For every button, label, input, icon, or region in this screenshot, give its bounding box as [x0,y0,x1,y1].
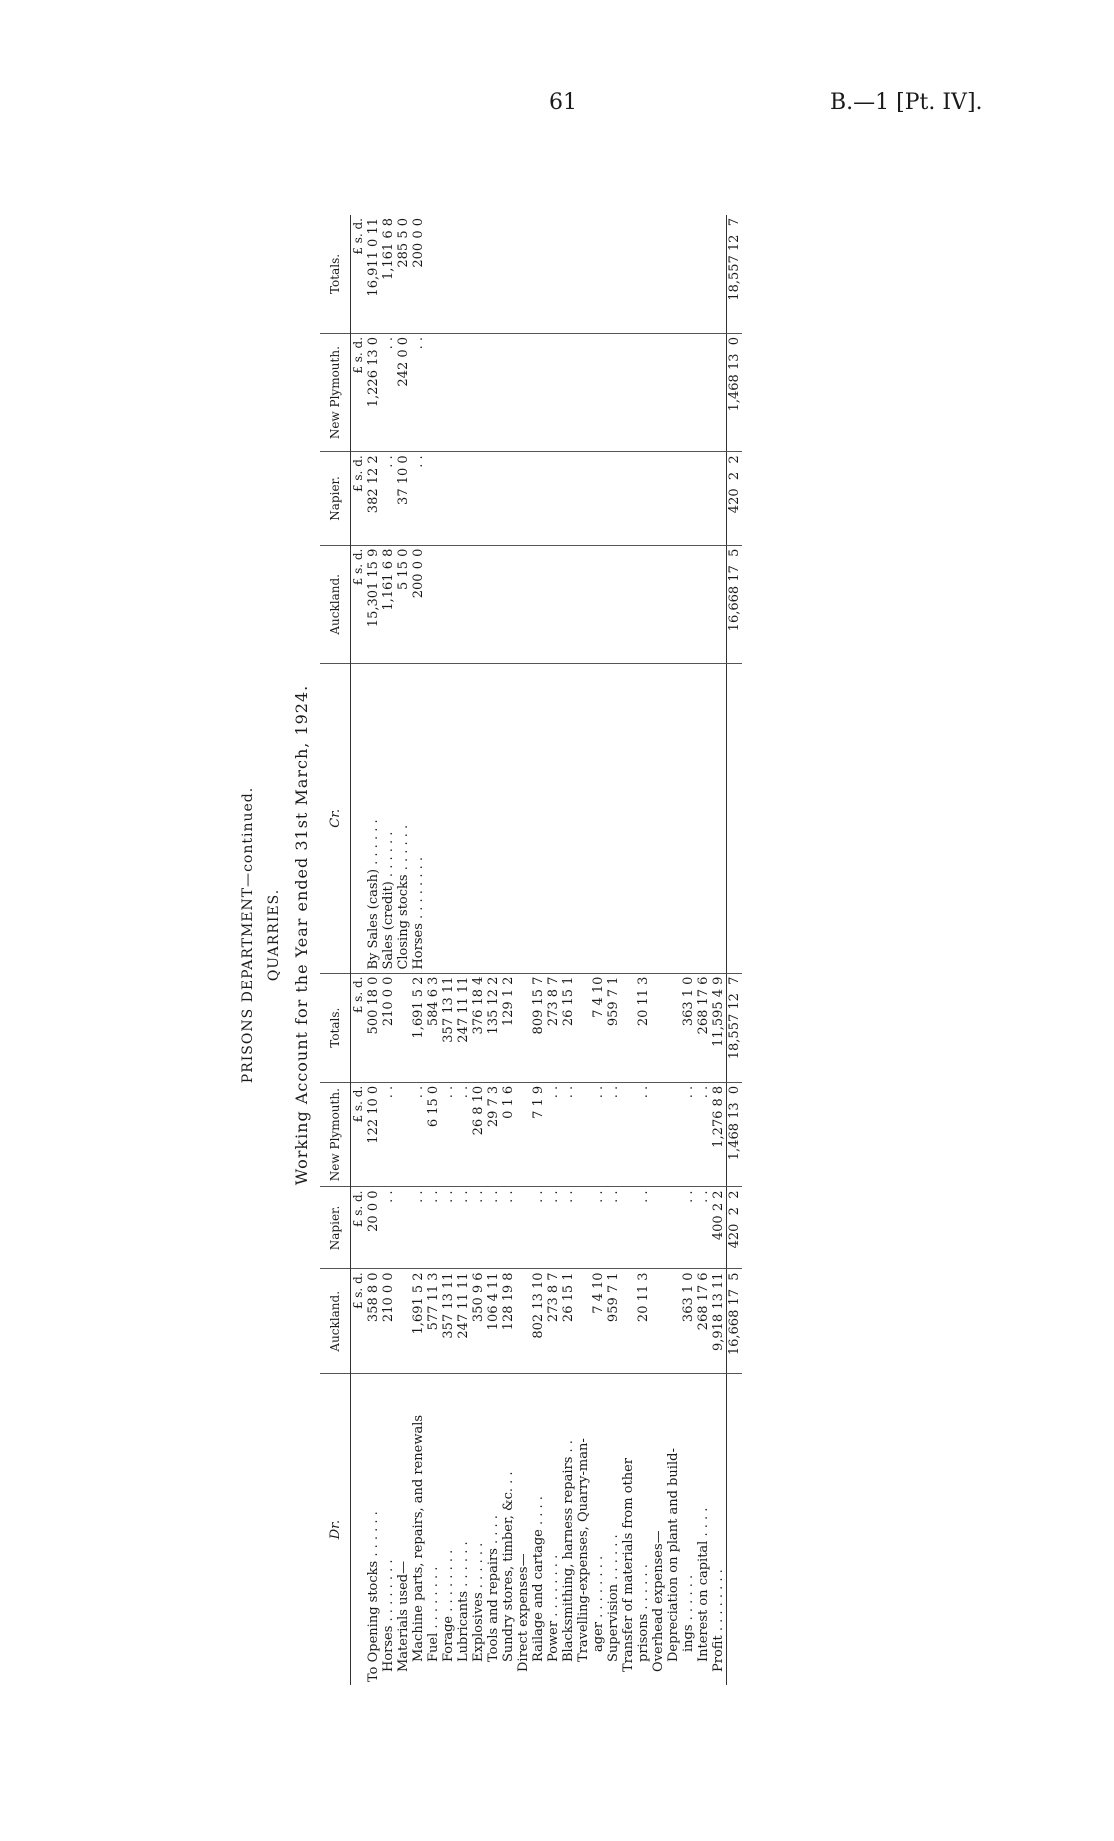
header-new-plymouth-cr: New Plymouth. [320,333,351,451]
rotated-account-sheet [230,155,930,1715]
credit-auckland-value: 5 15 0 [396,548,411,590]
credit-total-value: 200 0 0 [411,218,426,268]
debit-napier-value [621,1191,636,1266]
section-heading: QUARRIES. [266,888,282,982]
debit-item: ings . . . . . . [681,1574,696,1652]
debit-new-plymouth-value: . . [696,1085,711,1099]
debit-auckland-value: 357 13 11 [441,1272,456,1339]
debit-total-value: 363 1 0 [681,976,696,1027]
debit-total-value: 500 18 0 [366,976,381,1035]
debit-total-value: 247 11 11 [456,976,471,1043]
credit-auckland-value: 1,161 6 8 [381,548,396,611]
debit-auckland-value: 7 4 10 [591,1272,606,1314]
units-label: £ s. d. [351,336,365,374]
debit-item: Travelling-expenses, Quarry-man- [576,1438,591,1662]
debit-auckland-value [576,1272,591,1370]
debit-napier-value: . . [426,1190,441,1203]
debit-total-value: 26 15 1 [561,976,576,1027]
sum-napier-dr: 420 2 2 [727,1187,743,1269]
debit-total-value [516,977,531,1079]
debit-item: Forage . . . . . . . . [441,1549,456,1662]
debit-napier-value: . . [471,1190,486,1203]
credit-totals-column [351,215,727,333]
debit-napier-value: . . [636,1190,651,1203]
debit-total-value: 273 8 7 [546,976,561,1027]
sum-new-plymouth-cr: 1,468 13 0 [727,333,743,451]
debit-napier-value: . . [501,1190,516,1203]
debit-total-value: 1,691 5 2 [411,976,426,1039]
debit-auckland-value: 247 11 11 [456,1272,471,1339]
credit-total-value: 285 5 0 [396,218,411,268]
debit-auckland-value: 802 13 10 [531,1272,546,1339]
debit-new-plymouth-value [576,1086,591,1184]
debit-item: Horses . . . . . . . . [381,1559,396,1672]
debit-item: Profit . . . . . . . . [711,1569,726,1672]
credit-new-plymouth-value: 1,226 13 0 [366,336,381,408]
credit-descriptions [351,663,727,973]
sum-row [727,215,743,1685]
credit-napier-value: 37 10 0 [396,455,411,505]
credit-item: Horses . . . . . . . . [411,857,426,970]
debit-auckland-value [516,1272,531,1370]
debit-napier-value: . . [456,1190,471,1203]
credit-napier-value: . . [411,455,426,468]
header-napier-dr: Napier. [320,1187,351,1269]
debit-item: Direct expenses— [516,1553,531,1672]
header-cr: Cr. [320,663,351,973]
debit-totals-column [351,973,727,1082]
debit-new-plymouth-value: . . [561,1085,576,1099]
debit-new-plymouth-value: . . [606,1085,621,1099]
debit-napier-value: . . [486,1190,501,1203]
units-label: £ s. d. [351,976,365,1014]
credit-item: Sales (credit) . . . . . . [381,831,396,970]
debit-new-plymouth-value: . . [441,1085,456,1099]
debit-new-plymouth-value: . . [456,1085,471,1099]
department-heading: PRISONS DEPARTMENT—continued. [240,786,256,1084]
debit-auckland-value: 268 17 6 [696,1272,711,1331]
debit-new-plymouth-value [516,1086,531,1184]
debit-new-plymouth-value: 122 10 0 [366,1085,381,1144]
debit-napier-value: . . [681,1190,696,1203]
debit-total-value: 376 18 4 [471,976,486,1035]
sum-napier-cr: 420 2 2 [727,452,743,545]
credit-new-plymouth-value: . . [411,336,426,350]
debit-napier-value: 20 0 0 [366,1190,381,1232]
debit-new-plymouth-value: 26 8 10 [471,1085,486,1136]
debit-total-value [396,977,411,1079]
debit-napier-value: . . [561,1190,576,1203]
debit-auckland-value [651,1272,666,1370]
debit-item: Materials used— [396,1560,411,1672]
debit-item: Supervision . . . . . . [606,1534,621,1662]
debit-auckland-value [666,1272,681,1370]
debit-new-plymouth-value: . . [636,1085,651,1099]
debit-napier-value: . . [546,1190,561,1203]
debit-new-plymouth-value: 6 15 0 [426,1085,441,1128]
debit-auckland-value: 26 15 1 [561,1272,576,1323]
account-body-row [351,215,727,1685]
header-totals-cr: Totals. [320,215,351,333]
debit-auckland-value: 9,918 13 11 [711,1272,726,1352]
debit-item: To Opening stocks . . . . . . [366,1511,381,1682]
debit-item: Explosives . . . . . . [471,1542,486,1662]
debit-new-plymouth-value [666,1086,681,1184]
credit-total-value: 1,161 6 8 [381,218,396,281]
debit-item: prisons . . . . . . [636,1564,651,1662]
debit-napier-value: . . [441,1190,456,1203]
header-row [320,215,351,1685]
debit-total-value: 268 17 6 [696,976,711,1035]
debit-new-plymouth-value: . . [681,1085,696,1099]
debit-napier-value: . . [411,1190,426,1203]
debit-item: Overhead expenses— [651,1530,666,1672]
debit-total-value: 7 4 10 [591,976,606,1018]
credit-napier-value: 382 12 2 [366,455,381,514]
units-label: £ s. d. [351,548,365,586]
debit-new-plymouth-column [351,1082,727,1187]
debit-napier-value: . . [381,1190,396,1203]
debit-total-value: 11,595 4 9 [711,976,726,1047]
debit-total-value: 357 13 11 [441,976,456,1043]
credit-item: Closing stocks . . . . . . [396,824,411,970]
debit-auckland-value: 20 11 3 [636,1272,651,1323]
credit-napier-column [351,452,727,545]
header-auckland-cr: Auckland. [320,545,351,663]
debit-auckland-value: 210 0 0 [381,1272,396,1323]
account-title: Working Account for the Year ended 31st March, 1924. [292,684,311,1186]
debit-auckland-value [396,1272,411,1370]
debit-auckland-value: 1,691 5 2 [411,1272,426,1335]
header-new-plymouth-dr: New Plymouth. [320,1082,351,1187]
debit-item: Transfer of materials from other [621,1457,636,1672]
debit-item: Interest on capital . . . . [696,1507,711,1662]
units-label: £ s. d. [351,1272,365,1310]
credit-auckland-value: 15,301 15 9 [366,548,381,628]
credit-new-plymouth-value: . . [381,336,396,350]
debit-item: Fuel . . . . . . . . [426,1566,441,1662]
debit-total-value [576,977,591,1079]
debit-napier-column [351,1187,727,1269]
debit-item: ager . . . . . . . . [591,1555,606,1652]
header-totals-dr: Totals. [320,973,351,1082]
debit-total-value: 129 1 2 [501,976,516,1027]
debit-total-value: 809 15 7 [531,976,546,1035]
debit-napier-value: . . [606,1190,621,1203]
debit-new-plymouth-value: . . [411,1085,426,1099]
debit-item: Blacksmithing, harness repairs . . [561,1440,576,1662]
debit-item: Power . . . . . . . . [546,1554,561,1662]
credit-napier-value: . . [381,455,396,468]
debit-napier-value [516,1191,531,1266]
units-label: £ s. d. [351,218,365,255]
debit-new-plymouth-value: 7 1 9 [531,1085,546,1119]
credit-new-plymouth-value: 242 0 0 [396,336,411,387]
units-label: £ s. d. [351,455,365,493]
document-reference: B.—1 [Pt. IV]. [830,90,983,115]
debit-item: Depreciation on plant and build- [666,1448,681,1662]
debit-total-value: 210 0 0 [381,976,396,1027]
debit-new-plymouth-value: 0 1 6 [501,1085,516,1119]
debit-new-plymouth-value [651,1086,666,1184]
debit-napier-value [651,1191,666,1266]
debit-total-value [666,977,681,1079]
header-auckland-dr: Auckland. [320,1269,351,1374]
sum-auckland-cr: 16,668 17 5 [727,545,743,663]
debit-total-value: 135 12 2 [486,976,501,1035]
debit-total-value: 20 11 3 [636,976,651,1027]
debit-auckland-value: 128 19 8 [501,1272,516,1331]
page-number: 61 [549,90,577,115]
debit-auckland-value: 959 7 1 [606,1272,621,1323]
debit-auckland-value: 106 4 11 [486,1272,501,1331]
debit-napier-value: . . [696,1190,711,1203]
debit-item: Tools and repairs . . . . [486,1515,501,1662]
sum-totals-cr: 18,557 12 7 [727,215,743,333]
debit-new-plymouth-value: 29 7 3 [486,1085,501,1128]
debit-new-plymouth-value [621,1086,636,1184]
units-label: £ s. d. [351,1190,365,1228]
header-napier-cr: Napier. [320,452,351,545]
debit-total-value [621,977,636,1079]
working-account-table [320,215,742,1685]
credit-total-value: 16,911 0 11 [366,218,381,297]
debit-item: Machine parts, repairs, and renewals [411,1414,426,1662]
debit-new-plymouth-value [396,1086,411,1184]
debit-new-plymouth-value: 1,276 8 8 [711,1085,726,1148]
debit-new-plymouth-value: . . [546,1085,561,1099]
debit-total-value: 959 7 1 [606,976,621,1027]
debit-auckland-value: 358 8 0 [366,1272,381,1323]
debit-auckland-value: 350 9 6 [471,1272,486,1323]
debit-auckland-value: 273 8 7 [546,1272,561,1323]
debit-item: Railage and cartage . . . . [531,1496,546,1662]
credit-new-plymouth-column [351,333,727,451]
debit-auckland-value: 577 11 3 [426,1272,441,1331]
debit-total-value: 584 6 3 [426,976,441,1027]
sum-new-plymouth-dr: 1,468 13 0 [727,1082,743,1187]
header-dr: Dr. [320,1374,351,1685]
debit-total-value [651,977,666,1079]
debit-descriptions [351,1374,727,1685]
debit-napier-value [396,1191,411,1266]
debit-new-plymouth-value: . . [381,1085,396,1099]
debit-auckland-value: 363 1 0 [681,1272,696,1323]
debit-napier-value [666,1191,681,1266]
credit-auckland-value: 200 0 0 [411,548,426,599]
debit-item: Lubricants . . . . . . [456,1541,471,1662]
units-label: £ s. d. [351,1085,365,1123]
debit-napier-value [576,1191,591,1266]
sum-auckland-dr: 16,668 17 5 [727,1269,743,1374]
debit-auckland-column [351,1269,727,1374]
sum-totals-dr: 18,557 12 7 [727,973,743,1082]
debit-auckland-value [621,1272,636,1370]
debit-napier-value: . . [531,1190,546,1203]
debit-napier-value: . . [591,1190,606,1203]
credit-item: By Sales (cash) . . . . . . [366,819,381,970]
debit-napier-value: 400 2 2 [711,1190,726,1241]
credit-auckland-column [351,545,727,663]
debit-new-plymouth-value: . . [591,1085,606,1099]
debit-item: Sundry stores, timber, &c. . . [501,1471,516,1662]
